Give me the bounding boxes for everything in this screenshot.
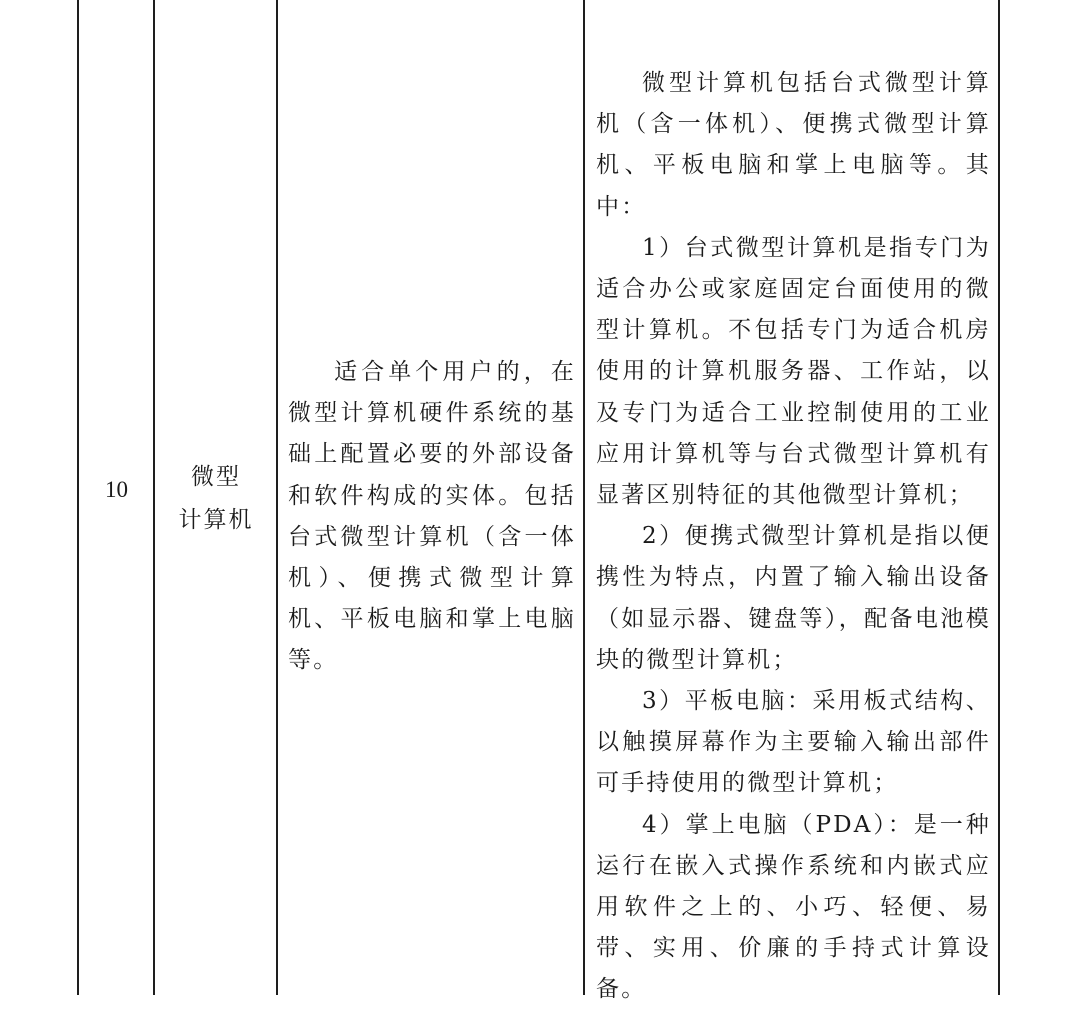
cell-product-name [155, 0, 277, 995]
definition-text: 适合单个用户的，在微型计算机硬件系统的基础上配置必要的外部设备和软件构成的实体。包括台式微型计算机（含一体机）、便携式微型计算机、平板电脑和掌上电脑等。 [288, 359, 576, 674]
product-name [155, 456, 277, 542]
description-item-2: 2）便携式微型计算机是指以便携性为特点，内置了输入输出设备（如显示器、键盘等），配备电池模块的微型计算机； [596, 523, 991, 673]
cell-definition [278, 0, 584, 995]
table-border-right [998, 0, 1000, 995]
row-number: 10 [105, 477, 128, 502]
description-item-3: 3）平板电脑：采用板式结构、以触摸屏幕作为主要输入输出部件可手持使用的微型计算机； [596, 688, 991, 797]
cell-description [585, 0, 997, 1003]
cell-row-number [79, 0, 154, 995]
product-name-line2: 计算机 [178, 507, 254, 533]
description-item-1: 1）台式微型计算机是指专门为适合办公或家庭固定台面使用的微型计算机。不包括专门为适合机房使用的计算机服务器、工作站，以及专门为适合工业控制使用的工业应用计算机等与台式微型计算机有显著区别特征的其他微型计算机； [596, 234, 991, 509]
product-name-line1: 微型 [191, 464, 241, 490]
description-intro: 微型计算机包括台式微型计算机（含一体机）、便携式微型计算机、平板电脑和掌上电脑等。其中： [596, 70, 991, 220]
description-item-4: 4）掌上电脑（PDA）：是一种运行在嵌入式操作系统和内嵌式应用软件之上的、小巧、轻便、易带、实用、价廉的手持式计算设备。 [596, 811, 991, 1003]
